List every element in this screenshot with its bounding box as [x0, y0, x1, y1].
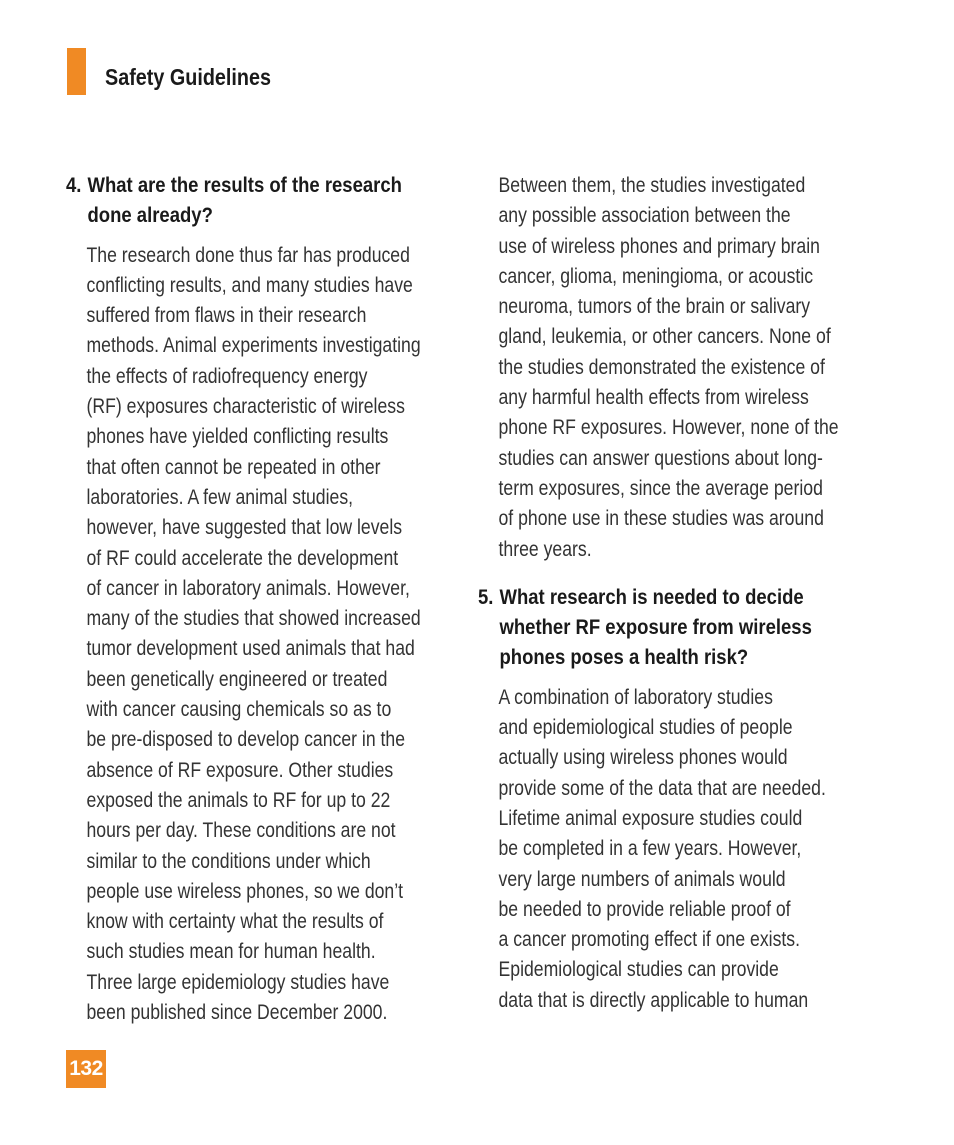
section-5-body: A combination of laboratory studies and epidemiological studies of people actually using wireless phones would provide some of the data that are needed. Lifetime animal exposure studies could be completed in a few years. However, very large numbers of animals would be needed to provide reliable proof of a cancer promoting effect if one exists. Epidemiological studies can provide data that is directly applicable to human [498, 684, 826, 1012]
left-column [66, 170, 506, 1027]
section-4-body-left: The research done thus far has produced conflicting results, and many studies have suffered from flaws in their research methods. Animal experiments investigating the effects of radiofrequency energy (RF) exposures characteristic of wireless phones have yielded conflicting results that often cannot be repeated in other laboratories. A few animal studies, however, have suggested that low levels of RF could accelerate the development of cancer in laboratory animals. However, many of the studies that showed increased tumor development used animals that had been genetically engineered or treated with cancer causing chemicals so as to be pre-disposed to develop cancer in the absence of RF exposure. Other studies exposed the animals to RF for up to 22 hours per day. These conditions are not similar to the conditions under which people use wireless phones, so we don’t know with certainty what the results of such studies mean for human health. Three large epidemiology studies have been published since December 2000. [86, 242, 421, 1025]
header-accent-bar [67, 48, 86, 95]
section-4-question [66, 170, 500, 231]
page-number-badge: 132 [66, 1050, 106, 1088]
section-5-question-text: What research is needed to decide whether RF exposure from wireless phones poses a health risk? [499, 584, 812, 670]
section-5-number: 5. [478, 584, 494, 609]
section-4-question-text: What are the results of the research done already? [87, 173, 402, 228]
section-4-body-right: Between them, the studies investigated any possible association between the use of wireless phones and primary brain cancer, glioma, meningioma, or acoustic neuroma, tumors of the brain or salivary gland, leukemia, or other cancers. None of the studies demonstrated the existence of any harmful health effects from wireless phone RF exposures. However, none of the studies can answer questions about long- term exposures, since the average period of phone use in these studies was around three years. [498, 173, 839, 561]
section-5-question [478, 582, 912, 673]
section-4-number: 4. [66, 173, 82, 197]
page-title: Safety Guidelines [105, 64, 271, 90]
right-column [478, 170, 918, 1015]
